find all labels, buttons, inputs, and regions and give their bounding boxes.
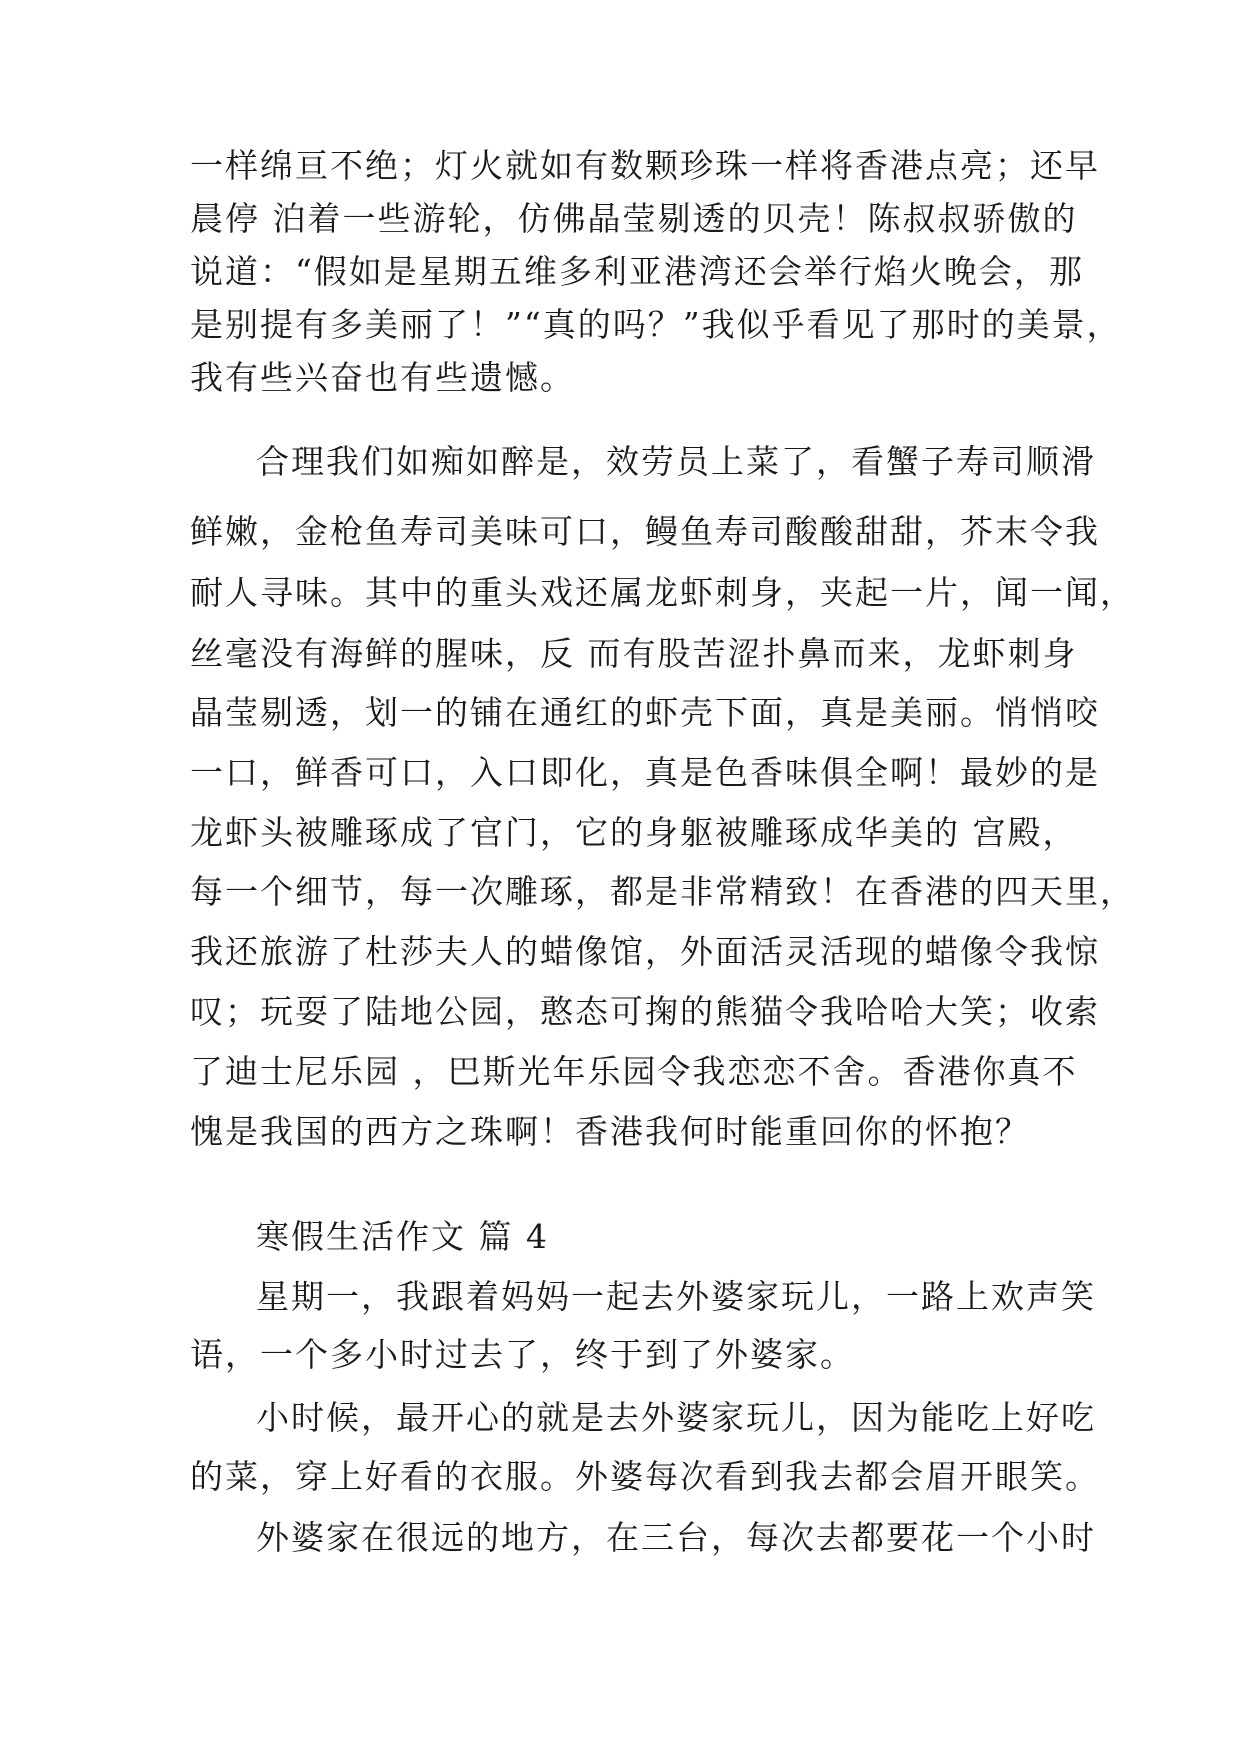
text-line: 龙虾头被雕琢成了官门，它的身躯被雕琢成华美的 宫殿， [190, 813, 1078, 852]
text-line: 晶莹剔透，划一的铺在通红的虾壳下面，真是美丽。悄悄咬 [190, 693, 1100, 732]
text-line: 晨停 泊着一些游轮，仿佛晶莹剔透的贝壳！陈叔叔骄傲的 [190, 199, 1078, 238]
text-line: 愧是我国的西方之珠啊！香港我何时能重回你的怀抱？ [190, 1112, 1030, 1151]
text-line: 叹；玩耍了陆地公园，憨态可掬的熊猫令我哈哈大笑；收索 [190, 992, 1100, 1031]
text-line: 一口，鲜香可口，入口即化，真是色香味俱全啊！最妙的是 [190, 753, 1100, 792]
text-line: 鲜嫩，金枪鱼寿司美味可口，鳗鱼寿司酸酸甜甜，芥末令我 [190, 512, 1100, 551]
text-line: 每一个细节，每一次雕琢，都是非常精致！在香港的四天里， [190, 872, 1135, 911]
text-line: 丝毫没有海鲜的腥味，反 而有股苦涩扑鼻而来，龙虾刺身 [190, 634, 1078, 673]
text-line: 的菜，穿上好看的衣服。外婆每次看到我去都会眉开眼笑。 [190, 1457, 1100, 1496]
text-line: 耐人寻味。其中的重头戏还属龙虾刺身，夹起一片，闻一闻， [190, 573, 1135, 612]
text-line: 我有些兴奋也有些遗憾。 [190, 358, 575, 397]
text-line: 一样绵亘不绝；灯火就如有数颗珍珠一样将香港点亮；还早 [190, 146, 1100, 185]
text-line: 是别提有多美丽了！”“真的吗？”我似乎看见了那时的美景， [190, 305, 1122, 344]
section-heading: 寒假生活作文 篇 4 [256, 1217, 549, 1256]
text-line: 语，一个多小时过去了，终于到了外婆家。 [190, 1335, 855, 1374]
text-line: 外婆家在很远的地方，在三台，每次去都要花一个小时 [256, 1518, 1096, 1557]
text-line: 了迪士尼乐园 ，巴斯光年乐园令我恋恋不舍。香港你真不 [190, 1052, 1078, 1091]
text-line: 星期一，我跟着妈妈一起去外婆家玩儿，一路上欢声笑 [256, 1277, 1096, 1316]
text-line: 说道：“假如是星期五维多利亚港湾还会举行焰火晚会，那 [190, 252, 1084, 291]
text-line: 合理我们如痴如醉是，效劳员上菜了，看蟹子寿司顺滑 [256, 442, 1096, 481]
text-line: 我还旅游了杜莎夫人的蜡像馆，外面活灵活现的蜡像令我惊 [190, 932, 1100, 971]
text-line: 小时候，最开心的就是去外婆家玩儿，因为能吃上好吃 [256, 1398, 1096, 1437]
